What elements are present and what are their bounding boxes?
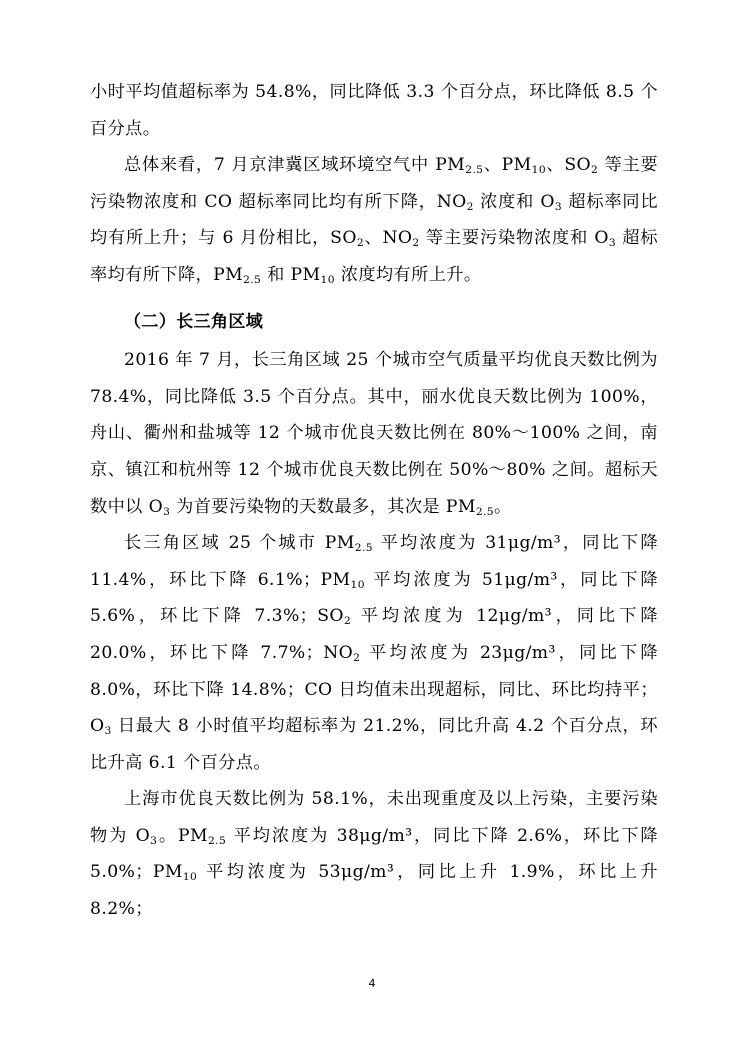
page-number: 4 <box>368 977 376 990</box>
paragraph-yangtze-good-days: 2016 年 7 月，长三角区域 25 个城市空气质量平均优良天数比例为 78.4%，同比降低 3.5 个百分点。其中，丽水优良天数比例为 100%，舟山、衢州和盐城等 12 个城市优良天数比例在 80%～100% 之间，南京、镇江和杭州等 12 个城市优良天数比例在 50%～80% 之间。超标天数中以 $O_3$ 为首要污染物的天数最多，其次是 $PM_{2.5}$。 <box>90 350 658 518</box>
document-body <box>90 74 658 928</box>
paragraph-o3-exceedance-continued: 小时平均值超标率为 54.8%，同比降低 3.3 个百分点，环比降低 8.5 个百分点。 <box>90 82 658 139</box>
paragraph-jingjinji-summary: 总体来看，7 月京津冀区域环境空气中 $PM_{2.5}$、$PM_{10}$、$SO_2$ 等主要污染物浓度和 CO 超标率同比均有所下降，$NO_2$ 浓度和 $O_3$ 超标率同比均有所上升；与 6 月份相比，$SO_2$、$NO_2$ 等主要污染物浓度和 $O_3$ 超标率均有所下降，$PM_{2.5}$ 和 $PM_{10}$ 浓度均有所上升。 <box>90 155 659 286</box>
paragraph-yangtze-pollutant-concentrations: 长三角区域 25 个城市 $PM_{2.5}$ 平均浓度为 31μg/m³，同比下降 11.4%，环比下降 6.1%；$PM_{10}$ 平均浓度为 51μg/m³，同比下降 5.6%，环比下降 7.3%；$SO_2$ 平均浓度为 12μg/m³，同比下降 20.0%，环比下降 7.7%；$NO_2$ 平均浓度为 23μg/m³，同比下降 8.0%，环比下降 14.8%；CO 日均值未出现超标，同比、环比均持平；$O_3$ 日最大 8 小时值平均超标率为 21.2%，同比升高 4.2 个百分点，环比升高 6.1 个百分点。 <box>90 533 658 773</box>
paragraph-shanghai: 上海市优良天数比例为 58.1%，未出现重度及以上污染，主要污染物为 $O_3$。$PM_{2.5}$ 平均浓度为 38μg/m³，同比下降 2.6%，环比下降 5.0%；$PM_{10}$ 平均浓度为 53μg/m³，同比上升 1.9%，环比上升 8.2%； <box>90 789 658 920</box>
section-heading-yangtze-delta: （二）长三角区域 <box>124 311 264 332</box>
